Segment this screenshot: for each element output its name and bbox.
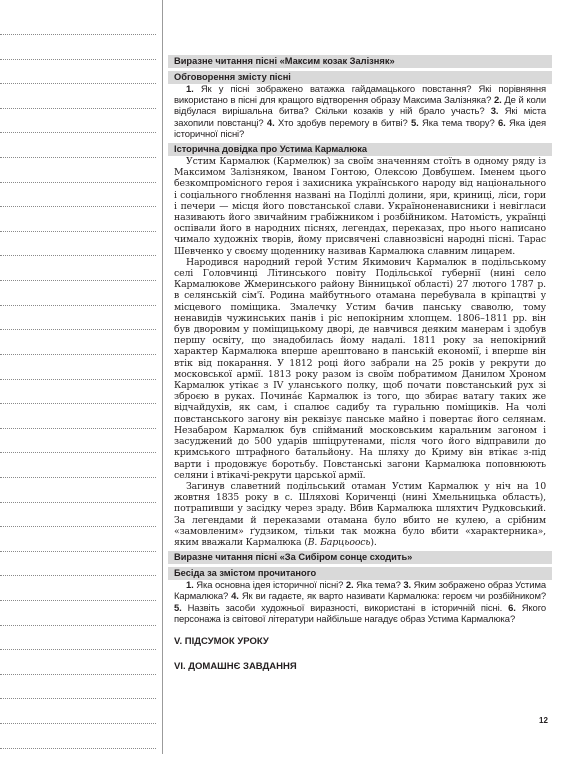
note-line <box>0 698 156 699</box>
note-line <box>0 182 156 183</box>
note-line <box>0 354 156 355</box>
question-text: Яка тема твору? <box>418 117 498 129</box>
note-line <box>0 132 156 133</box>
page-number: 12 <box>539 716 548 725</box>
note-line <box>0 206 156 207</box>
question-text: Як у пісні зображено ватажка гайдамацького повстання? Які порівняння використано в пісні для кращого відтворення образу Максима Залізняка? <box>174 84 546 107</box>
questions-block-1 <box>168 84 552 140</box>
section-homework: VI. ДОМАШНЄ ЗАВДАННЯ <box>174 660 297 672</box>
question-text: Яка ідея історичної пісні? <box>174 117 546 140</box>
heading-reading-sybir: Виразне читання пісні «За Сибіром сонце сходить» <box>168 551 552 564</box>
note-line <box>0 157 156 158</box>
note-line <box>0 600 156 601</box>
note-line <box>0 748 156 749</box>
note-line <box>0 34 156 35</box>
question-number: 4. <box>231 591 239 603</box>
question-number: 5. <box>174 602 182 614</box>
question-text: Хто здобув перемогу в битві? <box>274 117 411 129</box>
question-number: 6. <box>497 117 506 129</box>
question-text: Назвіть засоби художньої виразності, використані в історичній пісні. <box>181 602 509 614</box>
heading-discussion: Обговорення змісту пісні <box>168 71 552 84</box>
question-text: Яким зображено образ Устима Кармалюка? <box>174 580 546 603</box>
heading-reading-zalizniak: Виразне читання пісні «Максим козак Залізняк» <box>168 55 552 68</box>
section-lesson-summary: V. ПІДСУМОК УРОКУ <box>174 635 269 647</box>
question-text: Якого персонажа із світової літератури найбільше нагадує образ Устима Кармалюка? <box>174 602 546 625</box>
note-line <box>0 280 156 281</box>
note-line <box>0 329 156 330</box>
questions-block-2 <box>168 580 552 625</box>
note-line <box>0 255 156 256</box>
page-content <box>168 54 552 673</box>
question-number: 3. <box>403 580 412 592</box>
note-line <box>0 674 156 675</box>
note-line <box>0 649 156 650</box>
question-text: Які міста захопили повстанці? <box>174 106 546 129</box>
question-number: 1. <box>186 84 194 95</box>
note-line <box>0 723 156 724</box>
note-line <box>0 502 156 503</box>
question-number: 1. <box>186 580 194 592</box>
question-number: 2. <box>493 95 502 107</box>
margin-divider <box>162 0 163 754</box>
paragraph-death-text: Загинув славетний подільський отаман Устим Кармалюк у ніч на 10 жовтня 1835 року в с. Шляхові Кориченці (нині Хмельницька область), потрапивши у засідку через зраду. Вбив Кармалюка шляхтич Рудковський. За легендами й переказами отамана було вбито не кулею, а срібним «замовленим» ґудзиком, тільки так можна було вбити «характерника», яким вважали Кармалюка ( <box>174 480 546 548</box>
paragraph-death-end: ). <box>370 536 377 548</box>
question-number: 6. <box>508 602 516 614</box>
question-number: 4. <box>266 117 275 129</box>
note-line <box>0 59 156 60</box>
note-line <box>0 108 156 109</box>
note-line <box>0 379 156 380</box>
question-number: 2. <box>345 580 354 592</box>
note-line <box>0 575 156 576</box>
paragraph-death <box>168 481 552 548</box>
heading-conversation: Бесіда за змістом прочитаного <box>168 567 552 580</box>
note-line <box>0 428 156 429</box>
question-text: Яка основна ідея історичної пісні? <box>193 580 346 592</box>
question-number: 3. <box>490 106 499 118</box>
note-line <box>0 477 156 478</box>
question-text: Яка тема? <box>353 580 404 592</box>
paragraph-intro: Устим Кармалюк (Кармелюк) за своїм значенням стоїть в одному ряду із Максимом Залізняком, Іваном Гонтою, Олексою Довбушем. Іменем цього безкомпромісного героя і захисника українського народу від національного і соціального гноблення названі на Поділлі долини, яри, криниці, ліси, гори і печери — місця його повстанської слави. Україноненависники і невігласи називають його звичайним грабіжником і розбійником. Натомість, українці оспівали його в народних піснях, легендах, переказах, про нього написано чимало художніх творів, йому присвячені славнозвісні народні пісні. Тарас Шевченко у своєму щоденнику називав Кармалюка славним лицарем. <box>174 156 546 257</box>
notes-margin <box>0 34 156 772</box>
question-text: Де й коли відбулася вирішальна битва? Скільки козаків у ній брало участь? <box>174 95 547 118</box>
question-number: 5. <box>410 117 419 129</box>
heading-historical-note: Історична довідка про Устима Кармалюка <box>168 143 552 156</box>
note-line <box>0 625 156 626</box>
note-line <box>0 452 156 453</box>
paragraph-biography: Народився народний герой Устим Якимович Кармалюк в подільському селі Головчинці Літинського повіту Подільської губернії (нині село Кармалюкове Жмеринського району Вінницької області) 27 лютого 1787 р. в селянській сім'ї. Родина майбутнього отамана перебувала в кріпацтві у місцевого поміщика. Змалечку Устим бачив панську сваволю, тому ненавидів чужинських панів і ріс непокірним хлопцем. 1806–1811 рр. він був дворовим у поміщицькому дворі, де навчився деяким манерам і здобув першу освіту, що знадобилась йому надалі. 1811 року за непокірний характер Кармалюка вперше арештовано в панській економії, і вперше він втік від покарання. У 1812 році його забрали на 25 років у рекрути до московської армії. 1813 року разом із своїм побратимом Данилом Хроном Кармалюк утікає з IV уланського полку, щоб почати повстанський рух зі зброєю в руках. Почина́є Кармалюк із того, що збирає ватагу таких же відчайдухів, як сам, і спалює садибу та гуральню поміщиків. На чолі повстанського загону він реквізує панське майно і повертає його селянам. Незабаром Кармалюк був спійманий московським каральним загоном і засуджений до 500 ударів шпіцрутенами, після чого його відправили до кримського штрафного батальйону. На шляху до Криму він втікає з-під варти і продовжує боротьбу. Повстанські загони Кармалюка поповнюють селяни і втікачі-рекрути царської армії. <box>174 256 546 481</box>
note-line <box>0 551 156 552</box>
question-text: Як ви гадаєте, як варто називати Кармалюка: героєм чи розбійником? <box>238 591 546 603</box>
note-line <box>0 403 156 404</box>
citation: В. Барцьоось <box>307 536 371 548</box>
note-line <box>0 231 156 232</box>
note-line <box>0 305 156 306</box>
note-line <box>0 526 156 527</box>
note-line <box>0 83 156 84</box>
